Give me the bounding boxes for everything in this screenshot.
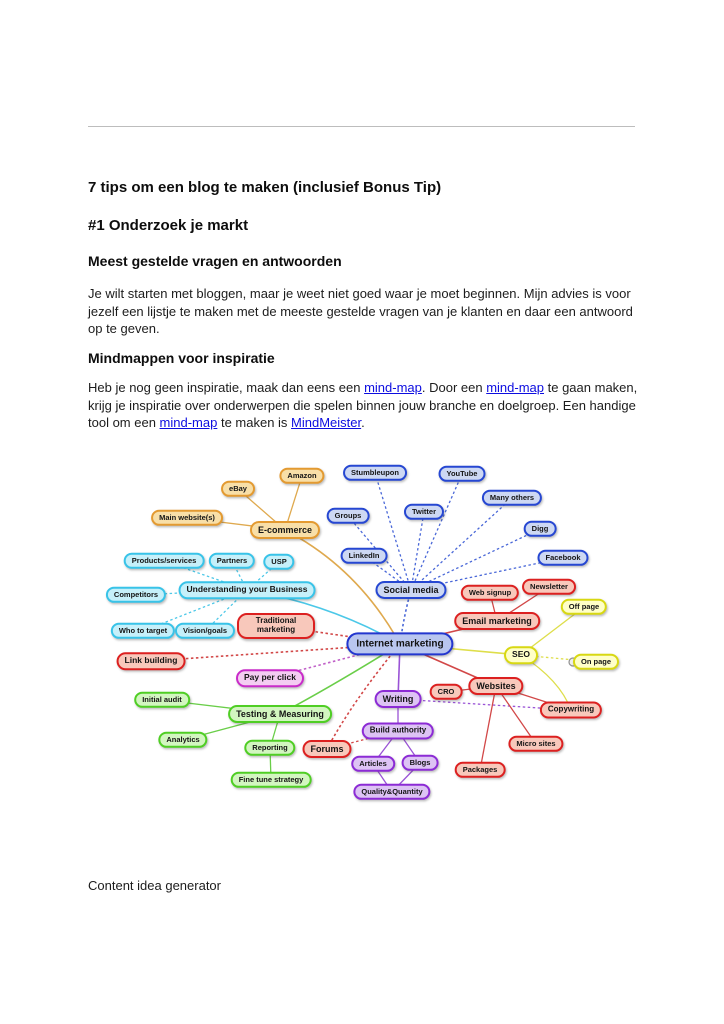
mindmap-node-seo: SEO: [504, 646, 538, 664]
edge-websites-packages: [480, 686, 496, 770]
mindmap-node-usp: USP: [263, 554, 294, 570]
mindmap-node-cro: CRO: [430, 684, 463, 700]
mindmap-node-websites: Websites: [468, 677, 523, 695]
intro-mindmap-paragraph: Heb je nog geen inspiratie, maak dan eens een mind-map. Door een mind-map te gaan maken, krijg je inspiratie over onderwerpen die spelen binnen jouw branche en doelgroep. Een handige tool om een mind-map te maken is MindMeister.: [88, 380, 638, 430]
faq-heading: Meest gestelde vragen en antwoorden: [88, 253, 342, 269]
mindmap-node-forums: Forums: [302, 740, 351, 758]
mindmap-node-fine-tune: Fine tune strategy: [231, 772, 312, 788]
mindmap-node-digg: Digg: [524, 521, 557, 537]
mindmap-node-writing: Writing: [375, 690, 422, 708]
mindmap-node-articles: Articles: [351, 756, 395, 772]
mindmap-node-quality-quantity: Quality&Quantity: [353, 784, 430, 800]
mindmap-node-facebook: Facebook: [537, 550, 588, 566]
inline-link-mindmeister[interactable]: MindMeister: [291, 415, 362, 430]
faq-paragraph: Je wilt starten met bloggen, maar je weet niet goed waar je moet beginnen. Mijn advies is voor jezelf een lijstje te maken met de meeste gestelde vragen van je klanten en daar een antwoord op te geven.: [88, 286, 633, 336]
mindmap-node-ebay: eBay: [221, 481, 255, 497]
inline-link-mind-map[interactable]: mind-map: [486, 380, 545, 395]
mindmap-node-traditional-marketing: Traditional marketing: [237, 613, 315, 639]
mindmap-node-competitors: Competitors: [106, 587, 166, 603]
inline-link-mind-map[interactable]: mind-map: [159, 415, 218, 430]
mindmap-image: [85, 450, 650, 815]
mindmap-node-products-services: Products/services: [124, 553, 205, 569]
mindmap-node-initial-audit: Initial audit: [134, 692, 190, 708]
mindmap-node-email-marketing: Email marketing: [454, 612, 540, 630]
mindmap-node-who-to-target: Who to target: [111, 623, 175, 639]
mindmap-node-pay-per-click: Pay per click: [236, 669, 304, 687]
mindmap-node-testing-measuring: Testing & Measuring: [228, 705, 332, 723]
mindmap-node-reporting: Reporting: [244, 740, 295, 756]
mindmap-node-twitter: Twitter: [404, 504, 444, 520]
mindmap-node-stumbleupon: Stumbleupon: [343, 465, 407, 481]
divider: [88, 126, 635, 127]
inline-link-mind-map[interactable]: mind-map: [364, 380, 422, 395]
mindmap-node-blogs: Blogs: [402, 755, 439, 771]
image-caption: Content idea generator: [88, 878, 221, 893]
mindmap-node-link-building: Link building: [117, 652, 186, 670]
mindmap-node-newsletter: Newsletter: [522, 579, 576, 595]
mindmap-node-social-media: Social media: [375, 581, 446, 599]
mindmap-node-off-page: Off page: [561, 599, 607, 615]
mindmap-node-packages: Packages: [455, 762, 506, 778]
edge-social-media-youtube: [411, 474, 462, 590]
mindmap-node-amazon: Amazon: [279, 468, 324, 484]
mindmap-node-micro-sites: Micro sites: [508, 736, 563, 752]
tip-heading: #1 Onderzoek je markt: [88, 217, 249, 234]
mindmap-node-main-websites: Main website(s): [151, 510, 223, 526]
mindmap-node-many-others: Many others: [482, 490, 542, 506]
mindmap-node-internet-marketing: Internet marketing: [346, 632, 453, 655]
mindmap-node-analytics: Analytics: [158, 732, 207, 748]
mindmap-node-on-page: On page: [573, 654, 619, 670]
mindmap-node-youtube: YouTube: [439, 466, 486, 482]
mindmap-node-web-signup: Web signup: [461, 585, 519, 601]
mindmap-node-understanding: Understanding your Business: [179, 581, 316, 599]
edge-social-media-stumbleupon: [375, 473, 411, 590]
mindmap-node-copywriting: Copywriting: [540, 702, 602, 719]
edge-social-media-twitter: [411, 512, 424, 590]
mindmap-node-partners: Partners: [209, 553, 255, 569]
mindmap-node-build-authority: Build authority: [362, 723, 434, 740]
mindmap-node-linkedin: LinkedIn: [341, 548, 388, 564]
mindmap-node-groups: Groups: [327, 508, 370, 524]
mindmap-heading: Mindmappen voor inspiratie: [88, 350, 275, 366]
article-title: 7 tips om een blog te maken (inclusief Bonus Tip): [88, 179, 442, 196]
mindmap-node-e-commerce: E-commerce: [250, 521, 320, 539]
mindmap-node-vision-goals: Vision/goals: [175, 623, 235, 639]
